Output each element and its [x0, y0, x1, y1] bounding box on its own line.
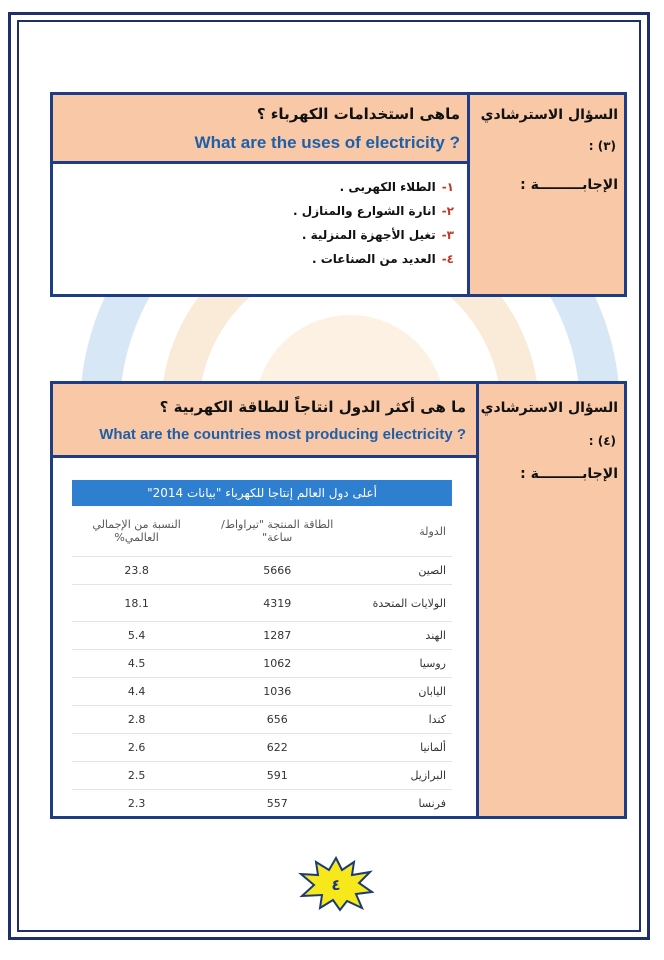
question-english: What are the uses of electricity ? [194, 133, 460, 152]
question-block-3 [50, 92, 627, 297]
question-label-cell [470, 95, 624, 294]
answer-list [214, 175, 454, 271]
table-row: البرازيل 591 2.5 [72, 762, 452, 790]
guide-question-label: السؤال الاسترشادي [480, 107, 618, 123]
question-arabic: ما هى أكثر الدول انتاجاً للطاقة الكهربية ؟ [159, 398, 466, 416]
header-energy: الطاقة المنتجة "تيراواط/ساعة" [221, 518, 334, 544]
question-text-cell [53, 384, 479, 456]
guide-question-label: السؤال الاسترشادي [480, 400, 618, 416]
list-item: ٣-تغيل الأجهزة المنزلية . [301, 228, 454, 242]
table-header-row [72, 506, 452, 557]
list-item: ٢-انارة الشوارع والمنازل . [293, 204, 454, 218]
table-row: روسيا 1062 4.5 [72, 650, 452, 678]
table-title: أعلى دول العالم إنتاجا للكهرباء "بيانات 2014" [72, 480, 452, 506]
page-number: ٤ [331, 876, 341, 894]
table-row: الولايات المتحدة 4319 18.1 [72, 585, 452, 622]
answer-label: الإجابـــــــــة : [520, 177, 618, 193]
question-arabic: ماهى استخدامات الكهرباء ؟ [256, 105, 460, 123]
table-row: الهند 1287 5.4 [72, 622, 452, 650]
header-country: الدولة [419, 524, 446, 538]
list-item: ١-الطلاء الكهربى . [339, 180, 454, 194]
answer-label: الإجابـــــــــة : [520, 466, 618, 482]
list-item: ٤-العديد من الصناعات . [311, 252, 454, 266]
production-table [72, 480, 452, 810]
question-label-cell [479, 384, 624, 816]
table-row: كندا 656 2.8 [72, 706, 452, 734]
page-number-burst-icon [298, 856, 374, 912]
question-number: : (٣) [588, 139, 616, 153]
question-english: What are the countries most producing electricity ? [99, 426, 466, 443]
data-table [72, 506, 452, 817]
question-number: : (٤) [588, 434, 616, 448]
table-row: اليابان 1036 4.4 [72, 678, 452, 706]
table-row: فرنسا 557 2.3 [72, 790, 452, 818]
table-row: الصين 5666 23.8 [72, 557, 452, 585]
header-percent: النسبة من الإجمالي العالمي% [92, 518, 181, 544]
table-row: ألمانيا 622 2.6 [72, 734, 452, 762]
